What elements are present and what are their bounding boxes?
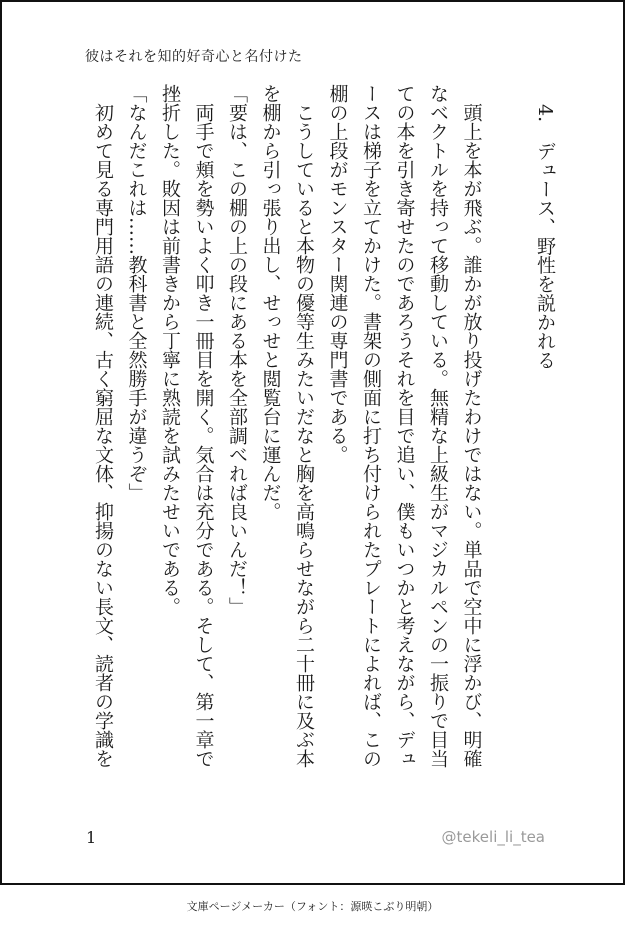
body-line: 頭上を本が飛ぶ。誰かが放り投げたわけではない。単品で空中に浮かび、明確 bbox=[460, 103, 483, 768]
page-number: 1 bbox=[86, 828, 97, 847]
body-line: 挫折した。敗因は前書きから丁寧に熟読を試みたせいである。 bbox=[159, 84, 181, 616]
generator-caption: 文庫ページメーカー（フォント：源暎こぶり明朝） bbox=[186, 900, 439, 913]
body-line: 初めて見る専門用語の連続、古く窮屈な文体、抑揚のない長文、読者の学識を bbox=[92, 103, 114, 768]
body-line: 「要は、この棚の上の段にある本を全部調べれば良いんだ！」 bbox=[226, 84, 248, 616]
author-handle: @tekeli_li_tea bbox=[441, 828, 545, 846]
body-line: 「なんだこれは……教科書と全然勝手が違うぞ」 bbox=[125, 84, 148, 502]
body-line: ての本を引き寄せたのであろうそれを目で追い、僕もいつかと考えながら、デュ bbox=[393, 84, 416, 768]
running-header-title: 彼はそれを知的好奇心と名付けた bbox=[85, 49, 303, 65]
body-line: なベクトルを持って移動している。無精な上級生がマジカルペンの一振りで目当 bbox=[427, 84, 449, 768]
chapter-title: 4. デュース、野性を説かれる bbox=[534, 104, 556, 370]
body-line: ースは梯子を立てかけた。書架の側面に打ち付けられたプレートによれば、この bbox=[360, 84, 382, 768]
body-line: こうしていると本物の優等生みたいだなと胸を高鳴らせながら二十冊に及ぶ本 bbox=[293, 103, 315, 768]
vertical-body-text bbox=[86, 84, 562, 804]
body-line: 両手で頬を勢いよく叩き一冊目を開く。気合は充分である。そして、第一章で bbox=[192, 103, 215, 768]
body-line: を棚から引っ張り出し、せっせと閲覧台に運んだ。 bbox=[259, 84, 282, 521]
body-line: 棚の上段がモンスター関連の専門書である。 bbox=[326, 84, 349, 464]
